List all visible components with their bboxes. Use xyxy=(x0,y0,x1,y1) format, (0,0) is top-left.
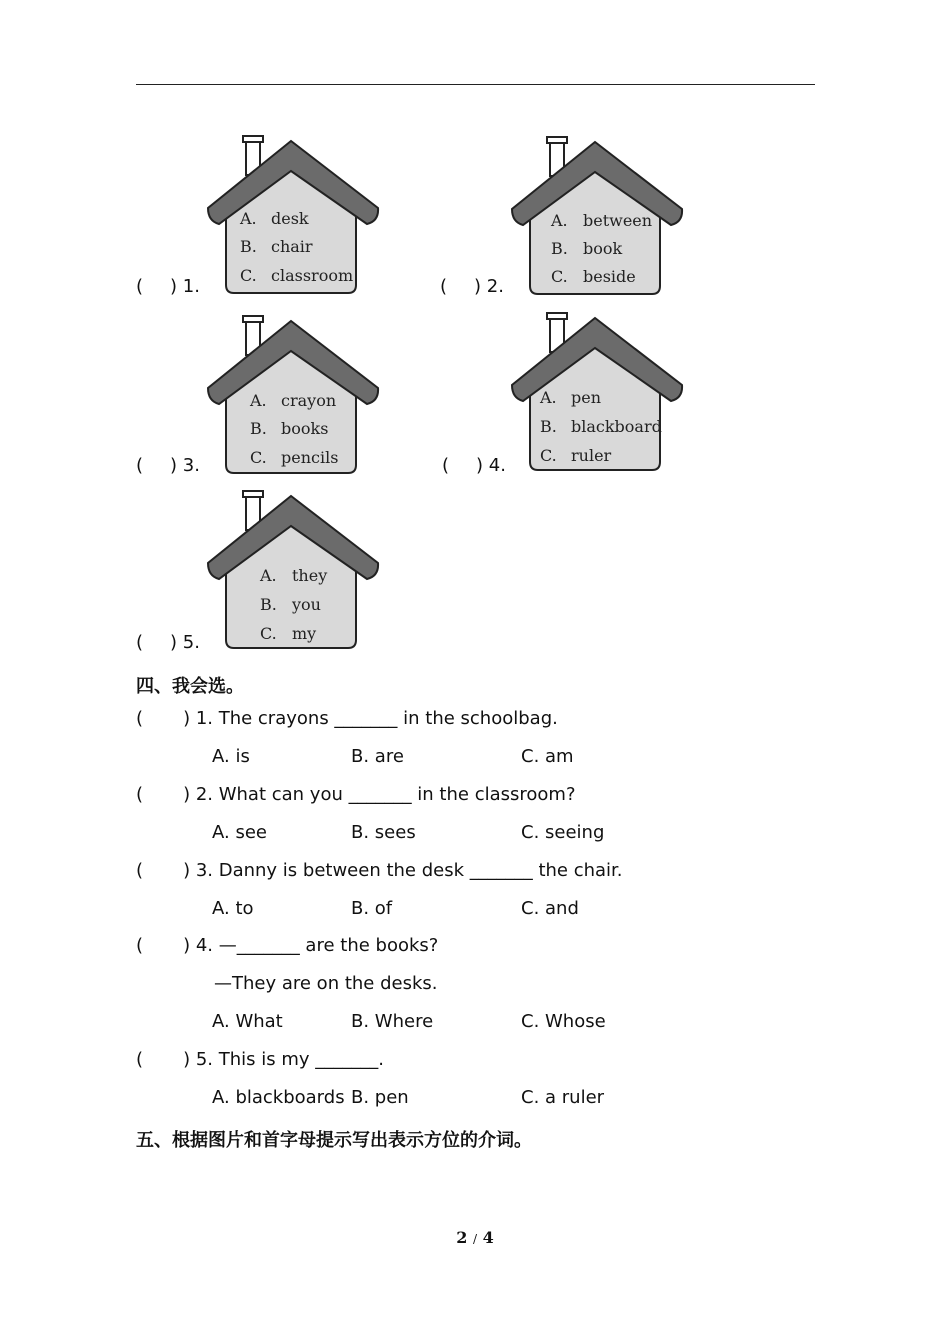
option-word: books xyxy=(281,419,329,438)
item-number-3: ) 3. xyxy=(170,455,200,476)
question-2[interactable]: ( ) 2. What can you _______ in the classroom? xyxy=(136,784,576,805)
choice-2b: B. sees xyxy=(351,822,416,843)
item-number-2: ) 2. xyxy=(474,276,504,297)
option-word: pencils xyxy=(281,448,339,467)
choice-2c: C. seeing xyxy=(521,822,605,843)
option-letter: A. xyxy=(260,566,277,585)
answer-paren-1[interactable]: ( xyxy=(136,276,144,297)
option-letter: C. xyxy=(260,624,277,643)
choice-1c: C. am xyxy=(521,746,574,767)
option-word: book xyxy=(583,239,623,258)
option-letter: C. xyxy=(551,267,568,286)
house-1 xyxy=(203,133,383,298)
item-number-4: ) 4. xyxy=(476,455,506,476)
option-letter: B. xyxy=(260,595,277,614)
page-separator: / xyxy=(472,1232,478,1246)
choice-1a: A. is xyxy=(212,746,250,767)
option-word: you xyxy=(292,595,321,614)
choice-2a: A. see xyxy=(212,822,267,843)
choice-3a: A. to xyxy=(212,898,254,919)
option-word: chair xyxy=(271,237,313,256)
option-word: pen xyxy=(571,388,602,407)
option-word: beside xyxy=(583,267,636,286)
option-word: they xyxy=(292,566,328,585)
option-letter: A. xyxy=(540,388,557,407)
page-current: 2 xyxy=(456,1228,468,1247)
answer-paren-5[interactable]: ( xyxy=(136,632,144,653)
option-letter: C. xyxy=(540,446,557,465)
option-letter: B. xyxy=(240,237,257,256)
answer-paren-4[interactable]: ( xyxy=(442,455,450,476)
option-word: ruler xyxy=(571,446,612,465)
choice-5c: C. a ruler xyxy=(521,1087,605,1108)
choice-1b: B. are xyxy=(351,746,404,767)
top-rule xyxy=(136,84,815,85)
choice-5a: A. blackboards xyxy=(212,1087,345,1108)
question-4[interactable]: ( ) 4. —_______ are the books? xyxy=(136,935,439,956)
option-letter: B. xyxy=(250,419,267,438)
section-heading-5: 五、根据图片和首字母提示写出表示方位的介词。 xyxy=(136,1130,532,1151)
option-word: my xyxy=(292,624,317,643)
option-letter: C. xyxy=(240,266,257,285)
item-number-5: ) 5. xyxy=(170,632,200,653)
choice-4c: C. Whose xyxy=(521,1011,606,1032)
option-letter: B. xyxy=(551,239,568,258)
option-letter: A. xyxy=(250,391,267,410)
choice-3c: C. and xyxy=(521,898,579,919)
option-word: blackboard xyxy=(571,417,662,436)
choice-4a: A. What xyxy=(212,1011,283,1032)
answer-line-4: —They are on the desks. xyxy=(214,973,438,994)
house-3 xyxy=(203,313,383,478)
option-word: classroom xyxy=(271,266,354,285)
option-letter: A. xyxy=(551,211,568,230)
option-word: desk xyxy=(271,209,309,228)
item-number-1: ) 1. xyxy=(170,276,200,297)
answer-paren-3[interactable]: ( xyxy=(136,455,144,476)
option-word: between xyxy=(583,211,653,230)
section-heading-4: 四、我会选。 xyxy=(136,676,244,697)
house-4 xyxy=(507,310,687,475)
question-5[interactable]: ( ) 5. This is my _______. xyxy=(136,1049,384,1070)
house-5 xyxy=(203,488,383,653)
option-letter: A. xyxy=(240,209,257,228)
choice-5b: B. pen xyxy=(351,1087,409,1108)
page-number xyxy=(0,1228,950,1247)
choice-3b: B. of xyxy=(351,898,393,919)
option-word: crayon xyxy=(281,391,337,410)
question-3[interactable]: ( ) 3. Danny is between the desk _______ the chair. xyxy=(136,860,623,881)
option-letter: C. xyxy=(250,448,267,467)
answer-paren-2[interactable]: ( xyxy=(440,276,448,297)
question-1[interactable]: ( ) 1. The crayons _______ in the schoolbag. xyxy=(136,708,558,729)
option-letter: B. xyxy=(540,417,557,436)
choice-4b: B. Where xyxy=(351,1011,434,1032)
page-total: 4 xyxy=(482,1228,494,1247)
house-2 xyxy=(507,134,687,299)
